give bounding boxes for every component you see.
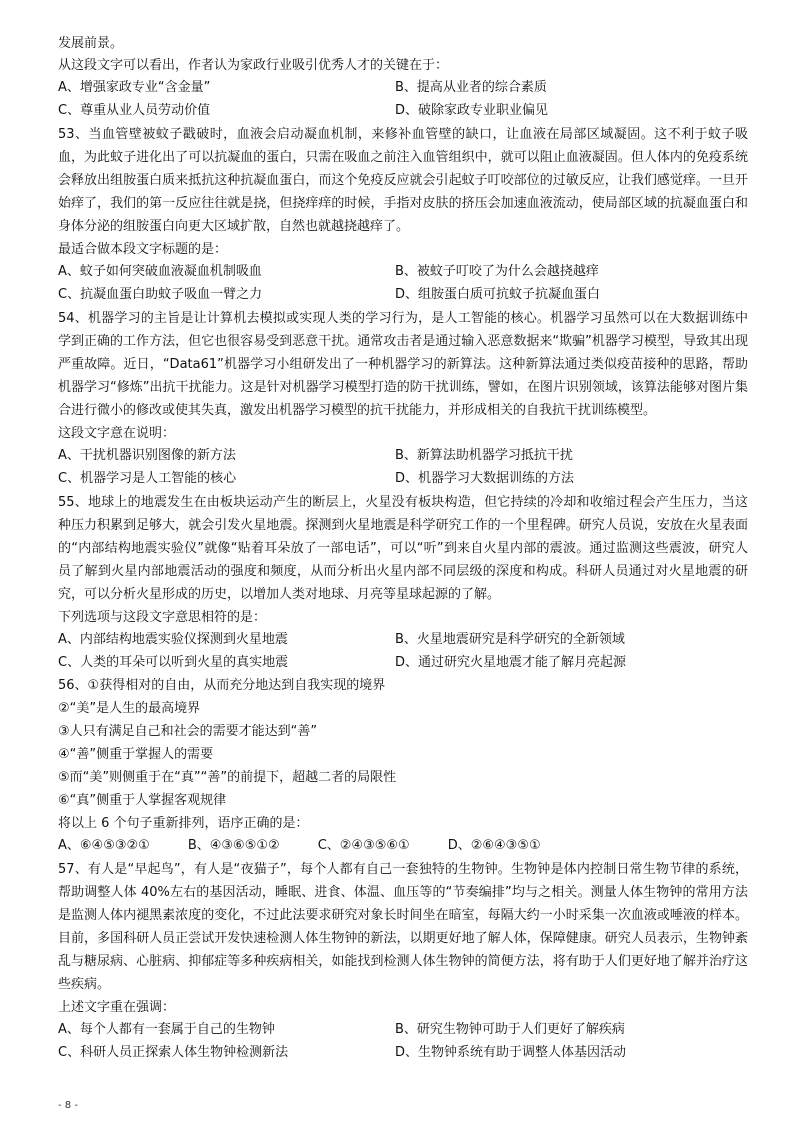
question-53-prompt: 最适合做本段文字标题的是： [58,242,228,257]
option-a[interactable]: A、蚊子如何突破血液凝血机制吸血 [58,264,262,279]
option-c[interactable]: C、科研人员正探索人体生物钟检测新法 [58,1045,289,1060]
question-56-statements [58,674,748,812]
previous-question-tail: 发展前景。 [58,36,124,51]
option-b[interactable]: B、研究生物钟可助于人们更好了解疾病 [395,1022,625,1037]
option-b[interactable]: B、火星地震研究是科学研究的全新领域 [395,632,625,647]
question-54-prompt: 这段文字意在说明： [58,426,176,441]
page-number: - 8 - [58,1100,78,1111]
option-c[interactable]: C、抗凝血蛋白助蚊子吸血一臂之力 [58,287,263,302]
option-a[interactable]: A、干扰机器识别图像的新方法 [58,448,236,463]
question-57-options [58,1018,748,1064]
option-b[interactable]: B、提高从业者的综合素质 [395,80,547,95]
option-c[interactable]: C、②④③⑤⑥① [317,838,410,853]
option-b[interactable]: B、被蚊子叮咬了为什么会越挠越痒 [395,264,599,279]
option-c[interactable]: C、人类的耳朵可以听到火星的真实地震 [58,655,289,670]
option-b[interactable]: B、④③⑥⑤①② [187,838,280,853]
option-a[interactable]: A、每个人都有一套属于自己的生物钟 [58,1022,275,1037]
question-56-prompt: 将以上 6 个句子重新排列，语序正确的是： [58,816,309,831]
question-57-text: 57、有人是“早起鸟”，有人是“夜猫子”，每个人都有自己一套独特的生物钟。生物钟是体内控制日常生物节律的系统，帮助调整人体 40%左右的基因活动，睡眠、进食、体温、血压等的“节奏编排”均与之相关。测量人体生物钟的常用方法是监测人体内褪黑素浓度的变化，不过此法要求研究对象长时间坐在暗室，每隔大约一小时采集一次血液或唾液的样本。目前，多国科研人员正尝试开发快速检测人体生物钟的新法，以期更好地了解人体，保障健康。研究人员表示，生物钟紊乱与糖尿病、心脏病、抑郁症等多种疾病相关，如能找到检测人体生物钟的简便方法，将有助于人们更好地了解并治疗这些疾病。 [58,862,748,992]
question-54-text: 54、机器学习的主旨是让计算机去模拟或实现人类的学习行为，是人工智能的核心。机器学习虽然可以在大数据训练中学到正确的工作方法，但它也很容易受到恶意干扰。通常攻击者是通过输入恶意数据来“欺骗”机器学习模型，导致其出现严重故障。近日，“Data61”机器学习小组研发出了一种机器学习的新算法。这种新算法通过类似疫苗接种的思路，帮助机器学习“修炼”出抗干扰能力。这是针对机器学习模型打造的防干扰训练，譬如，在图片识别领域，该算法能够对图片集合进行微小的修改或使其失真，激发出机器学习模型的抗干扰能力，并形成相关的自我抗干扰训练模型。 [58,311,748,418]
statement-6: ⑥“真”侧重于人掌握客观规律 [58,793,227,808]
question-55-options [58,628,748,674]
option-b[interactable]: B、新算法助机器学习抵抗干扰 [395,448,573,463]
option-d[interactable]: D、②⑥④③⑤① [447,838,541,853]
option-d[interactable]: D、生物钟系统有助于调整人体基因活动 [395,1045,627,1060]
statement-5: ⑤而“美”则侧重于在“真”“善”的前提下，超越二者的局限性 [58,770,397,785]
question-53-text: 53、当血管壁被蚊子戳破时，血液会启动凝血机制，来修补血管壁的缺口，让血液在局部区域凝固。这不利于蚊子吸血，为此蚊子进化出了可以抗凝血的蛋白，只需在吸血之前注入血管组织中，就可以阻止血液凝固。但人体内的免疫系统会释放出组胺蛋白质来抵抗这种抗凝血蛋白，而这个免疫反应就会引起蚊子叮咬部位的过敏反应，让我们感觉痒。一旦开始痒了，我们的第一反应往往就是挠，但挠痒痒的时候，手指对皮肤的挤压会加速血液流动，使局部区域的抗凝血蛋白和身体分泌的组胺蛋白向更大区域扩散，自然也就越挠越痒了。 [58,127,748,234]
answer-options [58,76,748,122]
option-d[interactable]: D、破除家政专业职业偏见 [395,103,549,118]
statement-1: 56、①获得相对的自由，从而充分地达到自我实现的境界 [58,678,386,693]
question-prompt: 从这段文字可以看出，作者认为家政行业吸引优秀人才的关键在于： [58,58,449,73]
statement-3: ③人只有满足自己和社会的需要才能达到“善” [58,724,318,739]
option-d[interactable]: D、通过研究火星地震才能了解月亮起源 [395,655,627,670]
question-55-prompt: 下列选项与这段文字意思相符的是： [58,610,267,625]
option-a[interactable]: A、⑥④⑤③②① [58,838,150,853]
option-c[interactable]: C、机器学习是人工智能的核心 [58,471,237,486]
question-53-options [58,260,748,306]
statement-2: ②“美”是人生的最高境界 [58,701,201,716]
option-a[interactable]: A、增强家政专业“含金量” [58,80,211,95]
option-c[interactable]: C、尊重从业人员劳动价值 [58,103,211,118]
question-57-prompt: 上述文字重在强调： [58,1000,176,1015]
question-54-options [58,444,748,490]
option-d[interactable]: D、组胺蛋白质可抗蚊子抗凝血蛋白 [395,287,601,302]
question-55-text: 55、地球上的地震发生在由板块运动产生的断层上，火星没有板块构造，但它持续的冷却和收缩过程会产生压力，当这种压力积累到足够大，就会引发火星地震。探测到火星地震是科学研究工作的一个里程碑。研究人员说，安放在火星表面的“内部结构地震实验仪”就像“贴着耳朵放了一部电话”，可以“听”到来自火星内部的震波。通过监测这些震波，研究人员了解到火星内部地震活动的强度和频度，从而分析出火星内部不同层级的深度和构成。科研人员通过对火星地震的研究，可以分析火星形成的历史，以增加人类对地球、月亮等星球起源的了解。 [58,495,748,602]
option-a[interactable]: A、内部结构地震实验仪探测到火星地震 [58,632,288,647]
option-d[interactable]: D、机器学习大数据训练的方法 [395,471,575,486]
statement-4: ④“善”侧重于掌握人的需要 [58,747,214,762]
page-content [58,34,748,1064]
question-56-options [58,834,748,857]
